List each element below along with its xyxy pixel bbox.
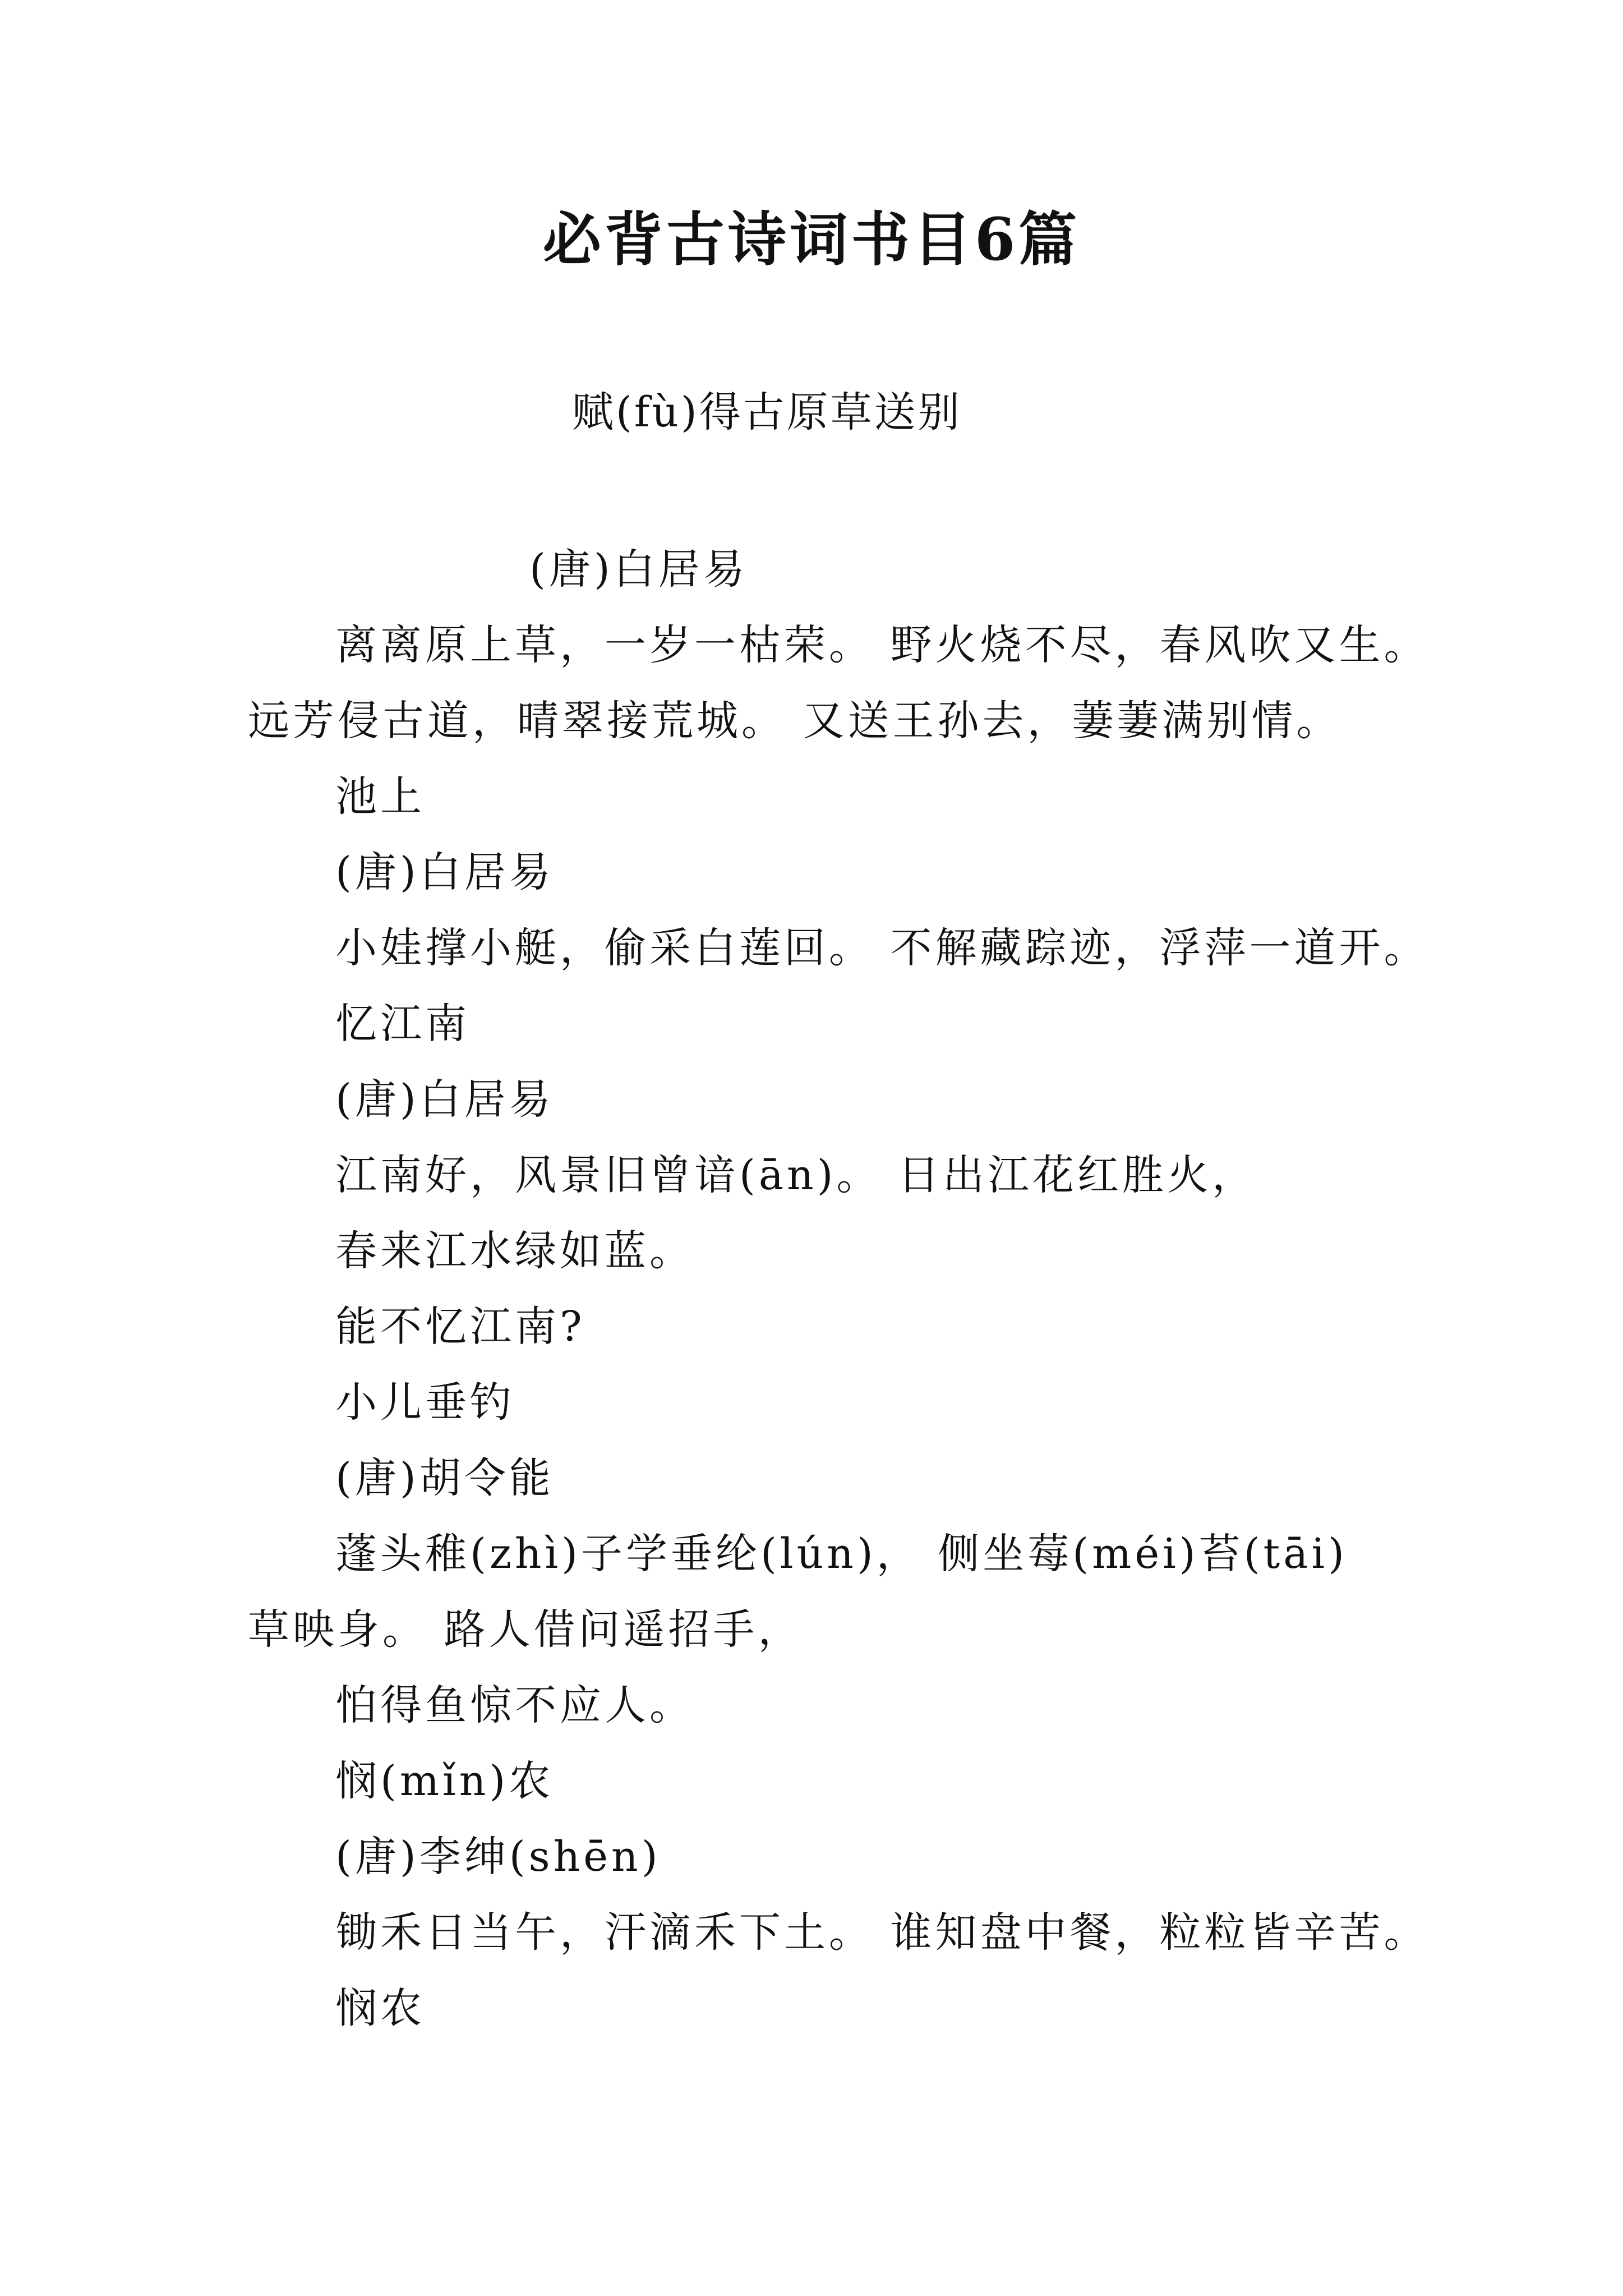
poem-title-minnong-2: 悯农 [335, 1984, 425, 2032]
poem-title-yijiangnan: 忆江南 [335, 1000, 470, 1048]
poem-line: 小娃撑小艇，偷采白莲回。 不解藏踪迹，浮萍一道开。 [335, 924, 1429, 972]
poem-author: (唐)白居易 [335, 1075, 554, 1124]
poem-line: 江南好，风景旧曾谙(ān)。 日出江花红胜火， [335, 1151, 1257, 1199]
poem-line: 草映身。 路人借问遥招手， [248, 1605, 803, 1654]
poem-author: (唐)李绅(shēn) [335, 1833, 661, 1881]
poem-line: 春来江水绿如蓝。 [335, 1227, 694, 1275]
poem-title-xiaoer: 小儿垂钓 [335, 1378, 515, 1427]
poem-author: (唐)白居易 [335, 848, 554, 896]
poem-title-minnong: 悯(mǐn)农 [335, 1757, 554, 1805]
poem-author: (唐)白居易 [529, 545, 748, 593]
poem-title-fude: 赋(fù)得古原草送别 [572, 388, 962, 436]
poem-author: (唐)胡令能 [335, 1454, 554, 1502]
poem-line: 远芳侵古道，晴翠接荒城。 又送王孙去，萋萋满别情。 [248, 697, 1341, 745]
poem-line: 锄禾日当午，汗滴禾下土。 谁知盘中餐，粒粒皆辛苦。 [335, 1908, 1429, 1957]
poem-title-chishang: 池上 [335, 772, 425, 821]
poem-line: 怕得鱼惊不应人。 [335, 1681, 694, 1729]
document-title: 必背古诗词书目6篇 [542, 205, 1081, 274]
poem-line: 能不忆江南? [335, 1303, 585, 1351]
poem-line: 蓬头稚(zhì)子学垂纶(lún)， 侧坐莓(méi)苔(tāi) [335, 1530, 1348, 1578]
poem-line: 离离原上草，一岁一枯荣。 野火烧不尽，春风吹又生。 [335, 621, 1429, 669]
